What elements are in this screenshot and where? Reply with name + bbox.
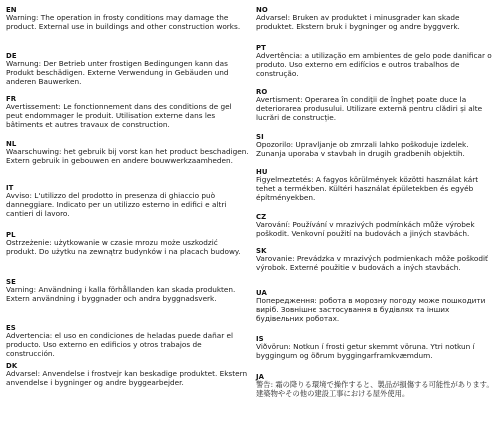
warning-text: Warnung: Der Betrieb unter frostigen Bedingungen kann das Produkt beschädigen. Externe Verwendung in Gebäuden und anderen Bauwerken.	[6, 59, 229, 86]
language-code: SI	[256, 133, 264, 141]
language-code: DE	[6, 52, 17, 60]
warning-text: Avviso: L'utilizzo del prodotto in presenza di ghiaccio può danneggiare. Indicato per un utilizzo esterno in edifici e altri cantieri di lavoro.	[6, 191, 227, 218]
warning-text: Viðvörun: Notkun í frosti getur skemmt vöruna. Ytri notkun í byggingum og öðrum byggingarframkvæmdum.	[256, 342, 475, 360]
warning-text: 警告: 霜の降りる環境で操作すると、製品が損傷する可能性があります。 建築物やその他の建設工事における屋外使用。	[256, 380, 494, 398]
warning-text: Varning: Användning i kalla förhållanden kan skada produkten. Extern användning i byggnader och andra byggnadsverk.	[6, 285, 236, 303]
warning-entry-no	[256, 6, 498, 32]
warning-text: Avertisment: Operarea în condiții de îngheț poate duce la deteriorarea produsului. Utilizare externă pentru clădiri și alte lucrări de construcție.	[256, 95, 483, 122]
language-code: NO	[256, 6, 268, 14]
language-code: IS	[256, 335, 264, 343]
warning-entry-es	[6, 324, 250, 359]
warning-entry-si	[256, 133, 498, 159]
warning-entry-pt	[256, 44, 498, 79]
warning-text: Figyelmeztetés: A fagyos körülmények közötti használat kárt tehet a termékben. Kültéri használat épületekben és egyéb építményekben.	[256, 175, 479, 202]
warning-text: Ostrzeżenie: użytkowanie w czasie mrozu może uszkodzić produkt. Do użytku na zewnątrz budynków i na placach budowy.	[6, 238, 241, 256]
warning-text: Advarsel: Anvendelse i frostvejr kan beskadige produktet. Ekstern anvendelse i bygninger og andre byggearbejder.	[6, 369, 248, 387]
language-code: IT	[6, 184, 14, 192]
language-code: HU	[256, 168, 268, 176]
warning-text: Avertissement: Le fonctionnement dans des conditions de gel peut endommager le produit. Utilisation externe dans les bâtiments et autres travaux de construction.	[6, 102, 232, 129]
language-code: ES	[6, 324, 16, 332]
warning-entry-dk	[6, 362, 250, 388]
warning-text: Попередження: робота в морозну погоду може пошкодити виріб. Зовнішнє застосування в будівлях та інших будівельних роботах.	[256, 296, 486, 323]
warning-text: Opozorilo: Upravljanje ob zmrzali lahko poškoduje izdelek. Zunanja uporaba v stavbah in drugih gradbenih objektih.	[256, 140, 469, 158]
warning-entry-is	[256, 335, 498, 361]
warning-text: Waarschuwing: het gebruik bij vorst kan het product beschadigen. Extern gebruik in gebouwen en andere bouwwerkzaamheden.	[6, 147, 249, 165]
warning-entry-se	[6, 278, 250, 304]
language-code: SE	[6, 278, 16, 286]
warning-entry-hu	[256, 168, 498, 203]
warning-entry-ja	[256, 373, 498, 399]
warning-entry-fr	[6, 95, 250, 130]
warning-entry-de	[6, 52, 250, 87]
language-code: CZ	[256, 213, 267, 221]
warning-entry-ro	[256, 88, 498, 123]
warning-entry-pl	[6, 231, 250, 257]
warning-text: Advertencia: el uso en condiciones de heladas puede dañar el producto. Uso externo en edificios y otros trabajos de construcción.	[6, 331, 234, 358]
warning-entry-en	[6, 6, 250, 32]
language-code: PL	[6, 231, 16, 239]
warning-entry-ua	[256, 289, 498, 324]
warning-text: Varování: Používání v mrazivých podmínkách může výrobek poškodit. Venkovní použití na budovách a jiných stavbách.	[256, 220, 475, 238]
language-code: JA	[256, 373, 265, 381]
warning-entry-sk	[256, 247, 498, 273]
language-code: SK	[256, 247, 267, 255]
language-code: RO	[256, 88, 268, 96]
language-code: UA	[256, 289, 267, 297]
warning-entry-cz	[256, 213, 498, 239]
warning-text: Advarsel: Bruken av produktet i minusgrader kan skade produktet. Ekstern bruk i bygninger og andre byggverk.	[256, 13, 460, 31]
warning-entry-it	[6, 184, 250, 219]
language-code: DK	[6, 362, 18, 370]
language-code: NL	[6, 140, 17, 148]
language-code: EN	[6, 6, 17, 14]
warning-entry-nl	[6, 140, 250, 166]
warning-text: Varovanie: Prevádzka v mrazivých podmienkach môže poškodiť výrobok. Externé použitie v budovách a iných stavbách.	[256, 254, 488, 272]
warning-text: Advertência: a utilização em ambientes de gelo pode danificar o produto. Uso externo em edifícios e outros trabalhos de construção.	[256, 51, 492, 78]
language-code: PT	[256, 44, 266, 52]
warning-text: Warning: The operation in frosty conditions may damage the product. External use in buildings and other construction works.	[6, 13, 241, 31]
language-code: FR	[6, 95, 17, 103]
